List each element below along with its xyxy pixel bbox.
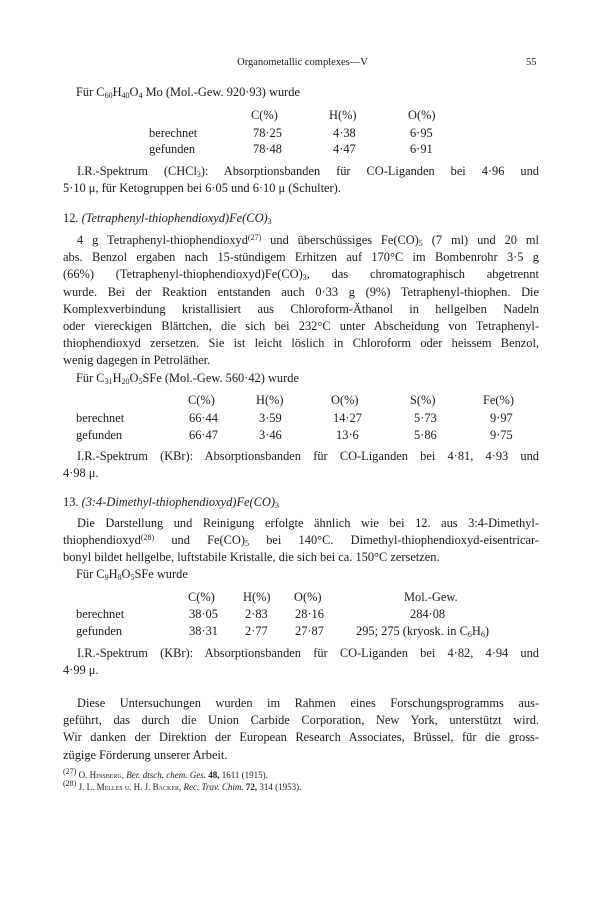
footnote-28: $^{(28)}$ J. L. Melles u. H. J. Backer, Rec. Trav. Chim. 72, 314 (1953). <box>63 779 302 792</box>
table-cell: 5·73 <box>414 411 437 425</box>
table-cell: 6·91 <box>410 142 433 156</box>
row-label: gefunden <box>149 142 196 156</box>
col-header: H(%) <box>329 108 357 122</box>
table-cell: 3·59 <box>259 411 282 425</box>
ir-spectrum-1: I.R.-Spektrum (CHCl$_3$): Absorptionsbanden für CO-Liganden bei 4·96 und 5·10 μ, für Ketogruppen bei 6·05 und 6·10 μ (Schulter). <box>63 164 539 196</box>
table-cell: 13·6 <box>336 428 359 442</box>
acknowledgement: Diese Untersuchungen wurden im Rahmen eines Forschungsprogramms aus- geführt, das durch die Union Carbide Corporation, New York, unterstützt wird. Wir danken der Direktion der European Research Associates, Brüssel, für die gross- zügige Förderung unserer Arbeit. <box>63 696 539 762</box>
table-cell: 38·31 <box>189 624 218 638</box>
page-number: 55 <box>526 57 537 68</box>
col-header: C(%) <box>251 108 278 122</box>
table-cell: 27·87 <box>295 624 324 638</box>
row-label: berechnet <box>76 607 125 621</box>
row-label: berechnet <box>76 411 125 425</box>
section-12-paragraph: 4 g Tetraphenyl-thiophendioxyd$^{(27)}$ und überschüssiges $Fe(CO)_5$ (7 ml) und 20 ml abs. Benzol ergaben nach 15-stündigem Erhitzen auf 170°C im Bombenrohr 3·5 g (66%) $(Tetraphenyl-thiophendioxyd)Fe(CO)_3$, das chromatographisch abgetrennt wurde. Bei der Reaktion entstanden auch 0·33 g (9%) Tetraphenyl-thiophen. Die Komplexverbindung kristallisiert aus Chloroform-Äthanol in hellgelben Nadeln oder viereckigen Blättchen, die sich bei 232°C unter Abscheidung von Tetraphenyl- thiophendioxyd zersetzen. Sie ist leicht löslich in Chloroform oder heissem Benzol, wenig dagegen in Petroläther. <box>63 233 539 368</box>
col-header: C(%) <box>188 590 215 604</box>
row-label: berechnet <box>149 126 198 140</box>
formula-line-13: Für $C_9H_8O_5SFe$ wurde <box>76 567 188 582</box>
col-header: Mol.-Gew. <box>404 590 458 604</box>
ir-spectrum-12: I.R.-Spektrum (KBr): Absorptionsbanden für CO-Liganden bei 4·81, 4·93 und 4·98 μ. <box>63 449 539 481</box>
col-header: Fe(%) <box>483 393 514 407</box>
section-13-paragraph: Die Darstellung und Reinigung erfolgte ähnlich wie bei 12. aus 3:4-Dimethyl- thiophendioxyd$^{(28)}$ und $Fe(CO)_5$ bei 140°C. Dimethyl-thiophendioxyd-eisentricar- bonyl bildet hellgelbe, luftstabile Kristalle, die sich bei ca. 150°C zersetzen. <box>63 516 539 565</box>
col-header: O(%) <box>331 393 359 407</box>
col-header: O(%) <box>408 108 436 122</box>
row-label: gefunden <box>76 428 123 442</box>
table-cell: 78·48 <box>253 142 282 156</box>
ir-spectrum-13: I.R.-Spektrum (KBr): Absorptionsbanden für CO-Liganden bei 4·82, 4·94 und 4·99 μ. <box>63 646 539 678</box>
table-cell: 66·44 <box>189 411 218 425</box>
col-header: S(%) <box>410 393 436 407</box>
section-heading-12: 12. $(Tetraphenyl-thiophendioxyd)Fe(CO)_3$ <box>63 211 272 226</box>
table-cell: 2·83 <box>245 607 268 621</box>
col-header: H(%) <box>256 393 284 407</box>
col-header: H(%) <box>243 590 271 604</box>
table-cell: 295; 275 (kryosk. in $C_6H_6$) <box>356 624 489 639</box>
table-cell: 9·97 <box>490 411 513 425</box>
table-cell: 9·75 <box>490 428 513 442</box>
table-cell: 28·16 <box>295 607 324 621</box>
formula-line-1: Für $C_{60}H_{40}O_4$ Mo (Mol.-Gew. 920·93) wurde <box>76 85 300 100</box>
table-cell: 2·77 <box>245 624 268 638</box>
table-cell: 5·86 <box>414 428 437 442</box>
col-header: O(%) <box>294 590 322 604</box>
running-title: Organometallic complexes—V <box>237 57 368 68</box>
table-cell: 4·47 <box>333 142 356 156</box>
table-cell: 78·25 <box>253 126 282 140</box>
table-cell: 14·27 <box>333 411 362 425</box>
row-label: gefunden <box>76 624 123 638</box>
section-heading-13: 13. $(3:4-Dimethyl-thiophendioxyd)Fe(CO)_3$ <box>63 495 279 510</box>
table-cell: 6·95 <box>410 126 433 140</box>
table-cell: 284·08 <box>410 607 446 621</box>
table-cell: 3·46 <box>259 428 282 442</box>
footnote-27: $^{(27)}$ O. Hinsberg, Ber. dtsch. chem. Ges. 48, 1611 (1915). <box>63 767 268 780</box>
table-cell: 38·05 <box>189 607 218 621</box>
formula-line-12: Für $C_{31}H_{20}O_5SFe$ (Mol.-Gew. 560·42) wurde <box>76 371 299 386</box>
table-cell: 66·47 <box>189 428 218 442</box>
col-header: C(%) <box>188 393 215 407</box>
table-cell: 4·38 <box>333 126 356 140</box>
